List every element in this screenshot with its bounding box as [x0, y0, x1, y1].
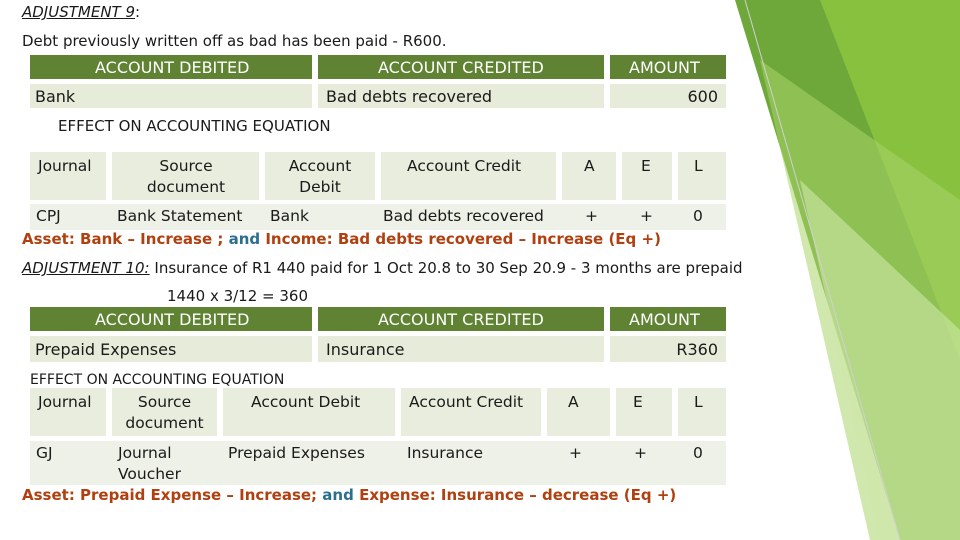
- adj9-summary: [22, 230, 661, 248]
- adj10-description: Insurance of R1 440 paid for 1 Oct 20.8 to 30 Sep 20.9 - 3 months are prepaid: [154, 259, 743, 277]
- adj10-summary-and: and: [322, 486, 354, 504]
- adj10-td-journal: GJ: [36, 444, 53, 462]
- adj10-debit-cell: Prepaid Expenses: [30, 336, 312, 362]
- adj10-td-debit: Prepaid Expenses: [228, 444, 365, 462]
- adj10-th-e-box: [616, 388, 672, 436]
- adj9-td-credit: Bad debts recovered: [383, 207, 544, 225]
- adj9-summary-asset: Asset: [22, 230, 69, 248]
- adj9-amount-cell: 600: [610, 84, 726, 108]
- adj9-summary-asset-effect: : Bank – Increase ;: [68, 230, 229, 248]
- adj10-th-e: E: [633, 393, 643, 411]
- adj9-th-e: E: [641, 157, 651, 175]
- adj9-td-source: Bank Statement: [117, 207, 243, 225]
- adj10-th-a: A: [568, 393, 579, 411]
- adj9-title-colon: :: [135, 3, 141, 21]
- adj9-th-source: Source document: [146, 157, 226, 196]
- adj10-line: [22, 259, 743, 277]
- adj10-summary: [22, 486, 676, 504]
- adj9-td-a: +: [585, 207, 598, 225]
- adj9-credit-cell: Bad debts recovered: [318, 84, 604, 108]
- adj10-summary-expense-effect: : Insurance – decrease (Eq +): [429, 486, 677, 504]
- adj10-th-l: L: [694, 393, 703, 411]
- adj9-header-credited: ACCOUNT CREDITED: [318, 55, 604, 79]
- adj10-summary-asset: Asset: [22, 486, 69, 504]
- adj10-td-a: +: [569, 444, 582, 462]
- adj10-credit-cell: Insurance: [318, 336, 604, 362]
- adj9-header-amount: AMOUNT: [610, 55, 726, 79]
- adj10-amount-cell: R360: [610, 336, 726, 362]
- adj9-summary-and: and: [228, 230, 261, 248]
- adj9-title-text: ADJUSTMENT 9: [22, 3, 136, 21]
- adj9-summary-income: Income: [260, 230, 327, 248]
- adj10-td-source: Journal Voucher: [118, 444, 181, 483]
- adj10-td-e: +: [634, 444, 647, 462]
- adj9-th-debit: Account Debit: [288, 157, 352, 196]
- adj10-header-debited: ACCOUNT DEBITED: [30, 307, 312, 331]
- adj9-th-a: A: [584, 157, 595, 175]
- adj9-summary-income-effect: : Bad debts recovered – Increase (Eq +): [326, 230, 661, 248]
- adj10-th-debit: Account Debit: [251, 393, 361, 411]
- adj10-th-journal: Journal: [38, 393, 92, 411]
- adj9-header-debited: ACCOUNT DEBITED: [30, 55, 312, 79]
- adj9-td-debit: Bank: [270, 207, 309, 225]
- adj9-title: [22, 3, 140, 21]
- adj10-header-amount: AMOUNT: [610, 307, 726, 331]
- adj9-description: Debt previously written off as bad has been paid - R600.: [22, 32, 447, 50]
- adj9-td-journal: CPJ: [36, 207, 61, 225]
- adj10-effect-heading: EFFECT ON ACCOUNTING EQUATION: [30, 372, 285, 388]
- adj10-th-source: Source document: [125, 393, 204, 432]
- adj9-th-credit: Account Credit: [407, 157, 522, 175]
- adj10-calc: 1440 x 3/12 = 360: [167, 287, 309, 305]
- adj10-summary-expense: Expense: [353, 486, 430, 504]
- adj9-effect-heading: EFFECT ON ACCOUNTING EQUATION: [58, 117, 331, 135]
- adj9-td-e: +: [640, 207, 653, 225]
- adj10-th-credit: Account Credit: [409, 393, 524, 411]
- adj9-th-journal: Journal: [38, 157, 92, 175]
- adj9-th-l: L: [694, 157, 703, 175]
- adj9-td-l: 0: [693, 207, 703, 225]
- adj10-td-credit: Insurance: [407, 444, 484, 462]
- adj9-debit-cell: Bank: [30, 84, 312, 108]
- adj10-header-credited: ACCOUNT CREDITED: [318, 307, 604, 331]
- adj10-td-l: 0: [693, 444, 703, 462]
- adj10-summary-asset-effect: : Prepaid Expense – Increase;: [68, 486, 323, 504]
- adj10-title: ADJUSTMENT 10:: [22, 259, 150, 277]
